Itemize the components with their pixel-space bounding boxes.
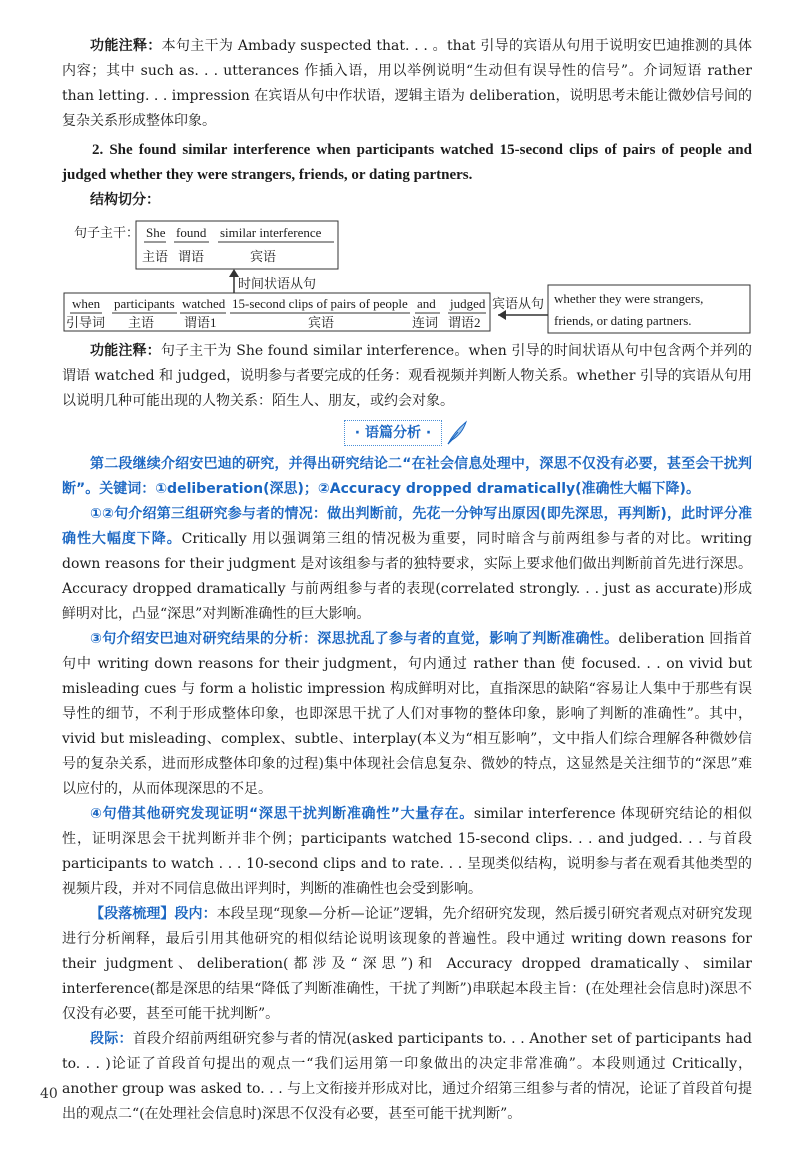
analysis-text: deliberation 回指首句中 writing down reasons for their judgment，句内通过 rather than 使 focused. . . on vivid but misleading cues 与 form a holistic impression 构成鲜明对比，直指深思的缺陷“容易让人集中于那些有误导性的细节，不利于形成整体印象，也即深思干扰了人们对事物的整体印象，影响了判断的准确性”。其中，vivid but misleading、complex、subtle、interplay(本义为“相互影响”，文中指人们综合理解各种微妙信号的复杂关系，进而形成整体印象的过程)集中体现社会信息复杂、微妙的特点，这显然是关注细节的“深思”难以应付的，从而体现深思的不足。 (62, 631, 752, 797)
analysis-text: similar interference 体现研究结论的相似性，证明深思会干扰判断并非个例；participants watched 15-second clips. . . and judged. . . 与首段 participants to watch . . . 10-second clips and to rate. . . 呈现类似结构，说明参与者在观看其他类型的视频片段，并对不同信息做出评判时，判断的准确性也会受到影响。 (62, 806, 752, 897)
paragraph-summary: 第二段继续介绍安巴迪的研究，并得出研究结论二“在社会信息处理中，深思不仅没有必要，甚至会干扰判断”。关键词：①deliberation(深思)；②Accuracy dropped dramatically(准确性大幅下降)。 (62, 456, 752, 497)
section-heading (62, 420, 752, 448)
object-clause-label: 宾语从句 (492, 296, 545, 311)
clause-role-connector: 引导词 (66, 315, 106, 330)
main-word-subject: She (146, 225, 166, 240)
main-role-verb: 谓语 (178, 249, 205, 264)
function-note-text: 本句主干为 Ambady suspected that. . . 。that 引导的宾语从句用于说明安巴迪推测的具体内容；其中 such as. . . utterances 作插入语，用以举例说明“生动但有误导性的信号”。介词短语 rather than letting. . . impression 在宾语从句中作状语，逻辑主语为 deliberation，说明思考未能让微妙信号间的复杂关系形成整体印象。 (62, 38, 752, 129)
structure-summary-text: 本段呈现“现象—分析—论证”逻辑，先介绍研究发现，然后援引研究者观点对研究发现进行分析阐释，最后引用其他研究的相似结论说明该现象的普遍性。段中通过 writing down reasons for their judgment、deliberation(都涉及“深思”)和 Accuracy dropped dramatically、similar interference(都是深思的结果“降低了判断准确性，干扰了判断”)串联起本段主旨：(在处理社会信息时)深思不仅没有必要，甚至可能干扰判断”。 (62, 906, 753, 1022)
clause-role-subject: 主语 (128, 315, 155, 330)
time-clause-label: 时间状语从句 (238, 276, 317, 291)
structure-label: 结构切分： (90, 192, 160, 208)
analysis-heading: ④句借其他研究发现证明“深思干扰判断准确性”大量存在。 (90, 806, 474, 822)
sentence-2: 2. She found similar interference when participants watched 15-second clips of pairs of people and judged whether they were strangers, friends, or dating partners. (62, 142, 752, 183)
main-role-object: 宾语 (250, 249, 277, 264)
paragraph-structure-summary (62, 902, 752, 1027)
paragraph-analysis-3 (62, 802, 752, 902)
function-note-label: 功能注释： (90, 38, 162, 54)
clause-role-object: 宾语 (308, 315, 335, 330)
clause-word-object: 15-second clips of pairs of people (232, 296, 408, 311)
paragraph-inter-section (62, 1027, 752, 1127)
clause-word-judged: judged (450, 296, 486, 311)
main-word-verb: found (176, 225, 207, 240)
quill-pen-icon (444, 420, 470, 446)
clause-role-verb1: 谓语1 (184, 315, 217, 330)
paragraph-analysis-2 (62, 627, 752, 802)
main-role-subject: 主语 (142, 249, 169, 264)
paragraph-function-note-2 (62, 339, 752, 414)
main-word-object: similar interference (220, 225, 322, 240)
structure-summary-label: 【段落梳理】段内： (90, 906, 217, 922)
clause-word-watched: watched (182, 296, 226, 311)
inter-section-text: 首段介绍前两组研究参与者的情况(asked participants to. . . Another set of participants had to. . . )论证了首段首句提出的观点一“我们运用第一印象做出的决定非常准确”。本段则通过 Critically，another group was asked to. . . 与上文衔接并形成对比，通过介绍第三组参与者的情况，论证了首段首句提出的观点二“(在处理社会信息时)深思不仅没有必要，甚至可能干扰判断”。 (62, 1031, 752, 1122)
clause-word-and: and (417, 296, 436, 311)
function-note-text: 句子主干为 She found similar interference。when 引导的时间状语从句中包含两个并列的谓语 watched 和 judged，说明参与者要完成的任务：观看视频并判断人物关系。whether 引导的宾语从句用以说明几种可能出现的人物关系：陌生人、朋友，或约会对象。 (62, 343, 752, 409)
object-clause-line2: friends, or dating partners. (554, 313, 692, 328)
clause-word-when: when (72, 296, 101, 311)
sentence-structure-diagram (62, 215, 752, 335)
clause-word-participants: participants (114, 296, 175, 311)
analysis-heading: ①②句介绍第三组研究参与者的情况：做出判断前，先花一分钟写出原因(即先深思，再判断)，此时评分准确性大幅度下降。 (62, 506, 752, 547)
page-number: 40 (40, 1086, 58, 1102)
clause-role-verb2: 谓语2 (448, 315, 481, 330)
analysis-heading: ③句介绍安巴迪对研究结果的分析：深思扰乱了参与者的直觉，影响了判断准确性。 (90, 631, 619, 647)
object-clause-line1: whether they were strangers, (554, 291, 704, 306)
section-badge: · 语篇分析 · (344, 420, 442, 446)
main-clause-label: 句子主干： (74, 225, 140, 240)
analysis-text: Critically 用以强调第三组的情况极为重要，同时暗含与前两组参与者的对比。writing down reasons for their judgment 是对该组参与者的独特要求，实际上要求他们做出判断前首先进行深思。Accuracy dropped dramatically 与前两组参与者的表现(correlated strongly. . . just as accurate)形成鲜明对比，凸显“深思”对判断准确性的巨大影响。 (62, 531, 752, 622)
paragraph-function-note-1 (62, 34, 752, 134)
inter-section-label: 段际： (90, 1031, 133, 1047)
clause-role-conjunction: 连词 (412, 315, 439, 330)
structure-heading (62, 188, 752, 213)
function-note-label: 功能注释： (90, 343, 161, 359)
paragraph-analysis-1 (62, 502, 752, 627)
page-content (62, 34, 752, 1127)
